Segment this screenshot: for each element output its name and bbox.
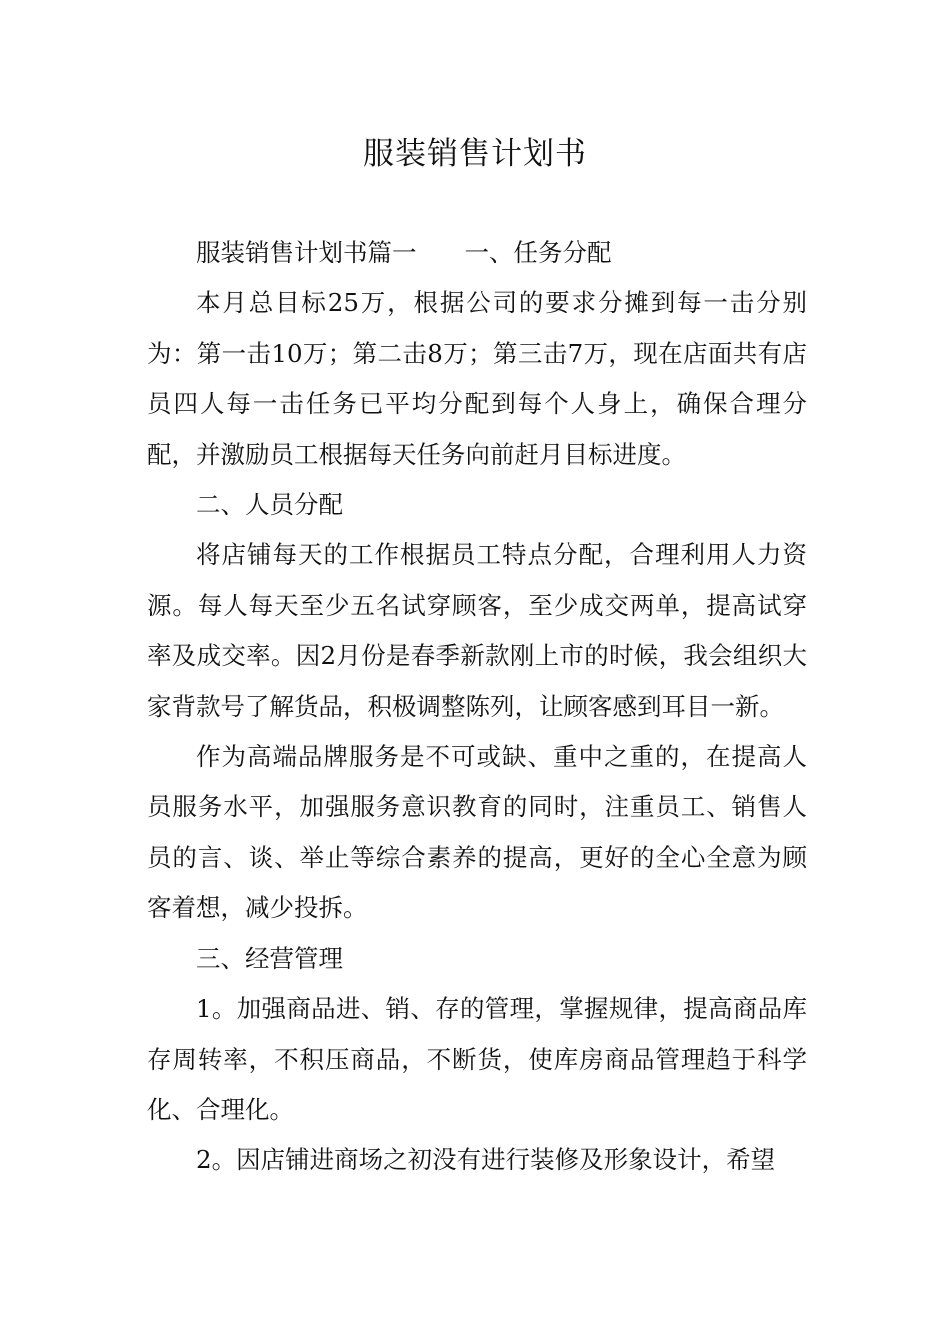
section-heading-task: 一、任务分配: [464, 238, 612, 267]
paragraph: 1。加强商品进、销、存的管理，掌握规律，提高商品库存周转率，不积压商品，不断货，使库房商品管理趋于科学化、合理化。: [147, 994, 807, 1124]
section-heading: 三、经营管理: [196, 943, 343, 973]
paragraph: 2。因店铺进商场之初没有进行装修及形象设计，希望: [196, 1145, 776, 1175]
intro-heading: 服装销售计划书篇一: [196, 238, 417, 267]
paragraph: 将店铺每天的工作根据员工特点分配，合理利用人力资源。每人每天至少五名试穿顾客，至少成交两单，提高试穿率及成交率。因2月份是春季新款刚上市的时候，我会组织大家背款号了解货品，积极调整陈列，让顾客感到耳目一新。: [147, 540, 807, 721]
document-body: [147, 228, 807, 1186]
section-heading: 二、人员分配: [196, 490, 343, 520]
intro-line: [147, 228, 807, 278]
paragraph: 作为高端品牌服务是不可或缺、重中之重的，在提高人员服务水平，加强服务意识教育的同时，注重员工、销售人员的言、谈、举止等综合素养的提高，更好的全心全意为顾客着想，减少投拆。: [147, 742, 807, 923]
document-title: 服装销售计划书: [363, 136, 587, 172]
paragraph: 本月总目标25万，根据公司的要求分摊到每一击分别为：第一击10万；第二击8万；第三击7万，现在店面共有店员四人每一击任务已平均分配到每个人身上，确保合理分配，并激励员工根据每天任务向前赶月目标进度。: [147, 288, 807, 469]
